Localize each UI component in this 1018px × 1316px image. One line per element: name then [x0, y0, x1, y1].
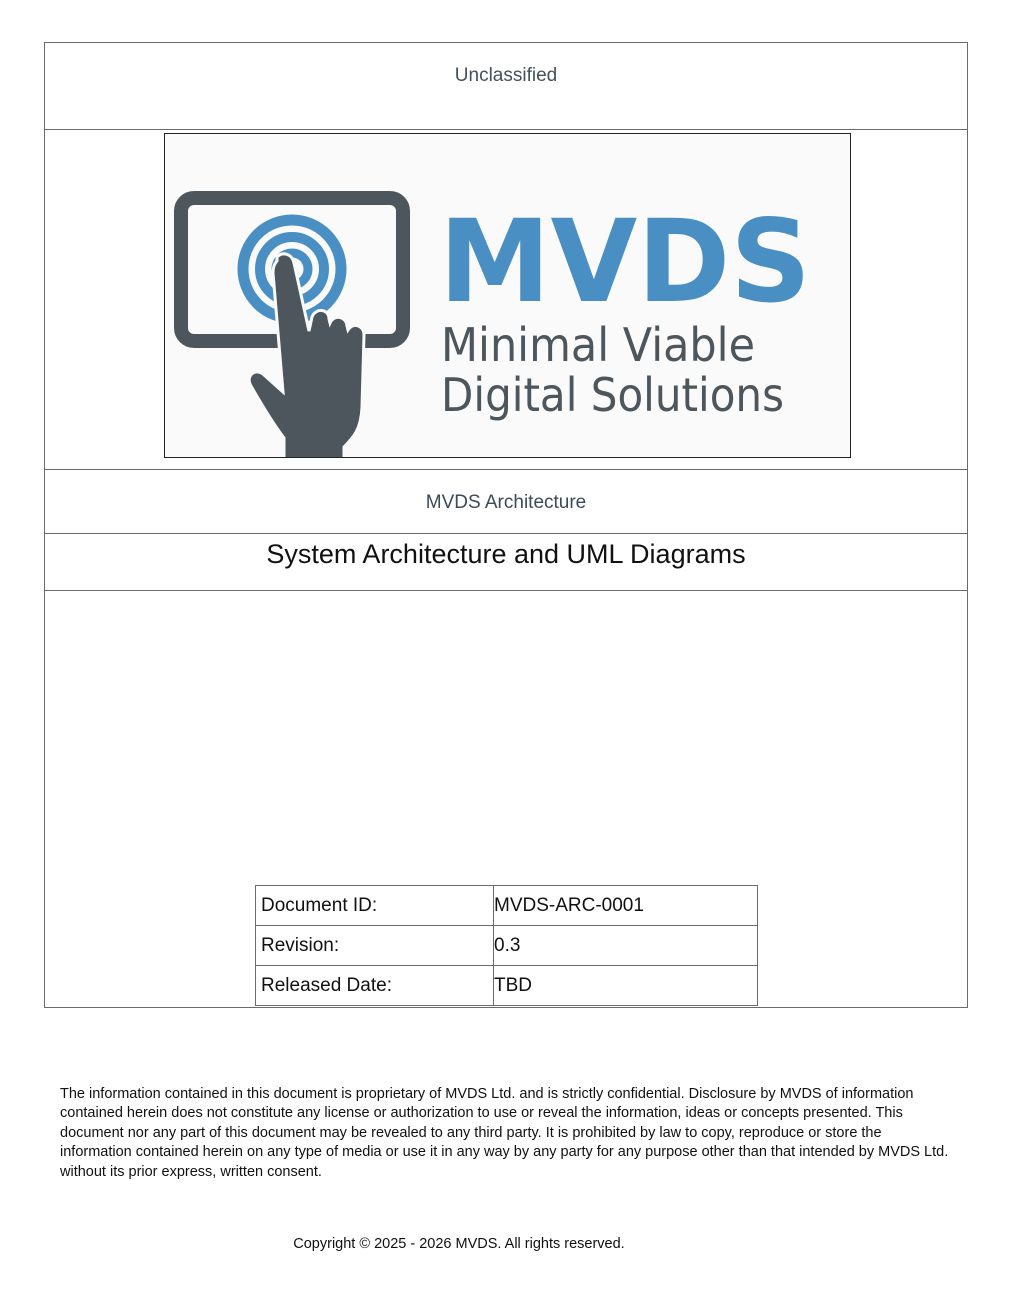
classification-label: Unclassified	[454, 65, 558, 86]
cover-frame	[44, 42, 968, 1008]
logo-graphic	[165, 134, 850, 457]
table-row	[256, 886, 758, 926]
table-row	[256, 966, 758, 1006]
logo-tagline-line1: Minimal Viable	[441, 318, 755, 372]
copyright-notice: Copyright © 2025 - 2026 MVDS. All rights reserved.	[293, 1236, 625, 1252]
project-name: MVDS Architecture	[425, 492, 587, 513]
divider	[45, 590, 967, 591]
meta-label: Released Date:	[256, 966, 494, 1006]
meta-value: TBD	[494, 966, 758, 1006]
meta-label: Revision:	[256, 926, 494, 966]
company-logo	[164, 133, 851, 458]
confidentiality-disclaimer: The information contained in this document is proprietary of MVDS Ltd. and is strictly confidential. Disclosure by MVDS of information contained herein does not constitute any license or authorization to use or reveal the information, ideas or concepts presented. This document nor any part of this document may be revealed to any third party. It is prohibited by law to copy, reproduce or store the information contained herein on any type of media or use it in any way by any party for any purpose other than that intended by MVDS Ltd. without its prior express, written consent.	[60, 1086, 949, 1180]
logo-tagline-line2: Digital Solutions	[441, 368, 784, 422]
meta-value: 0.3	[494, 926, 758, 966]
meta-value: MVDS-ARC-0001	[494, 886, 758, 926]
document-title: System Architecture and UML Diagrams	[266, 539, 746, 569]
divider	[45, 533, 967, 534]
document-meta-table	[255, 885, 758, 1006]
divider	[45, 469, 967, 470]
divider	[45, 129, 967, 130]
logo-wordmark: MVDS	[439, 195, 811, 328]
meta-label: Document ID:	[256, 886, 494, 926]
table-row	[256, 926, 758, 966]
